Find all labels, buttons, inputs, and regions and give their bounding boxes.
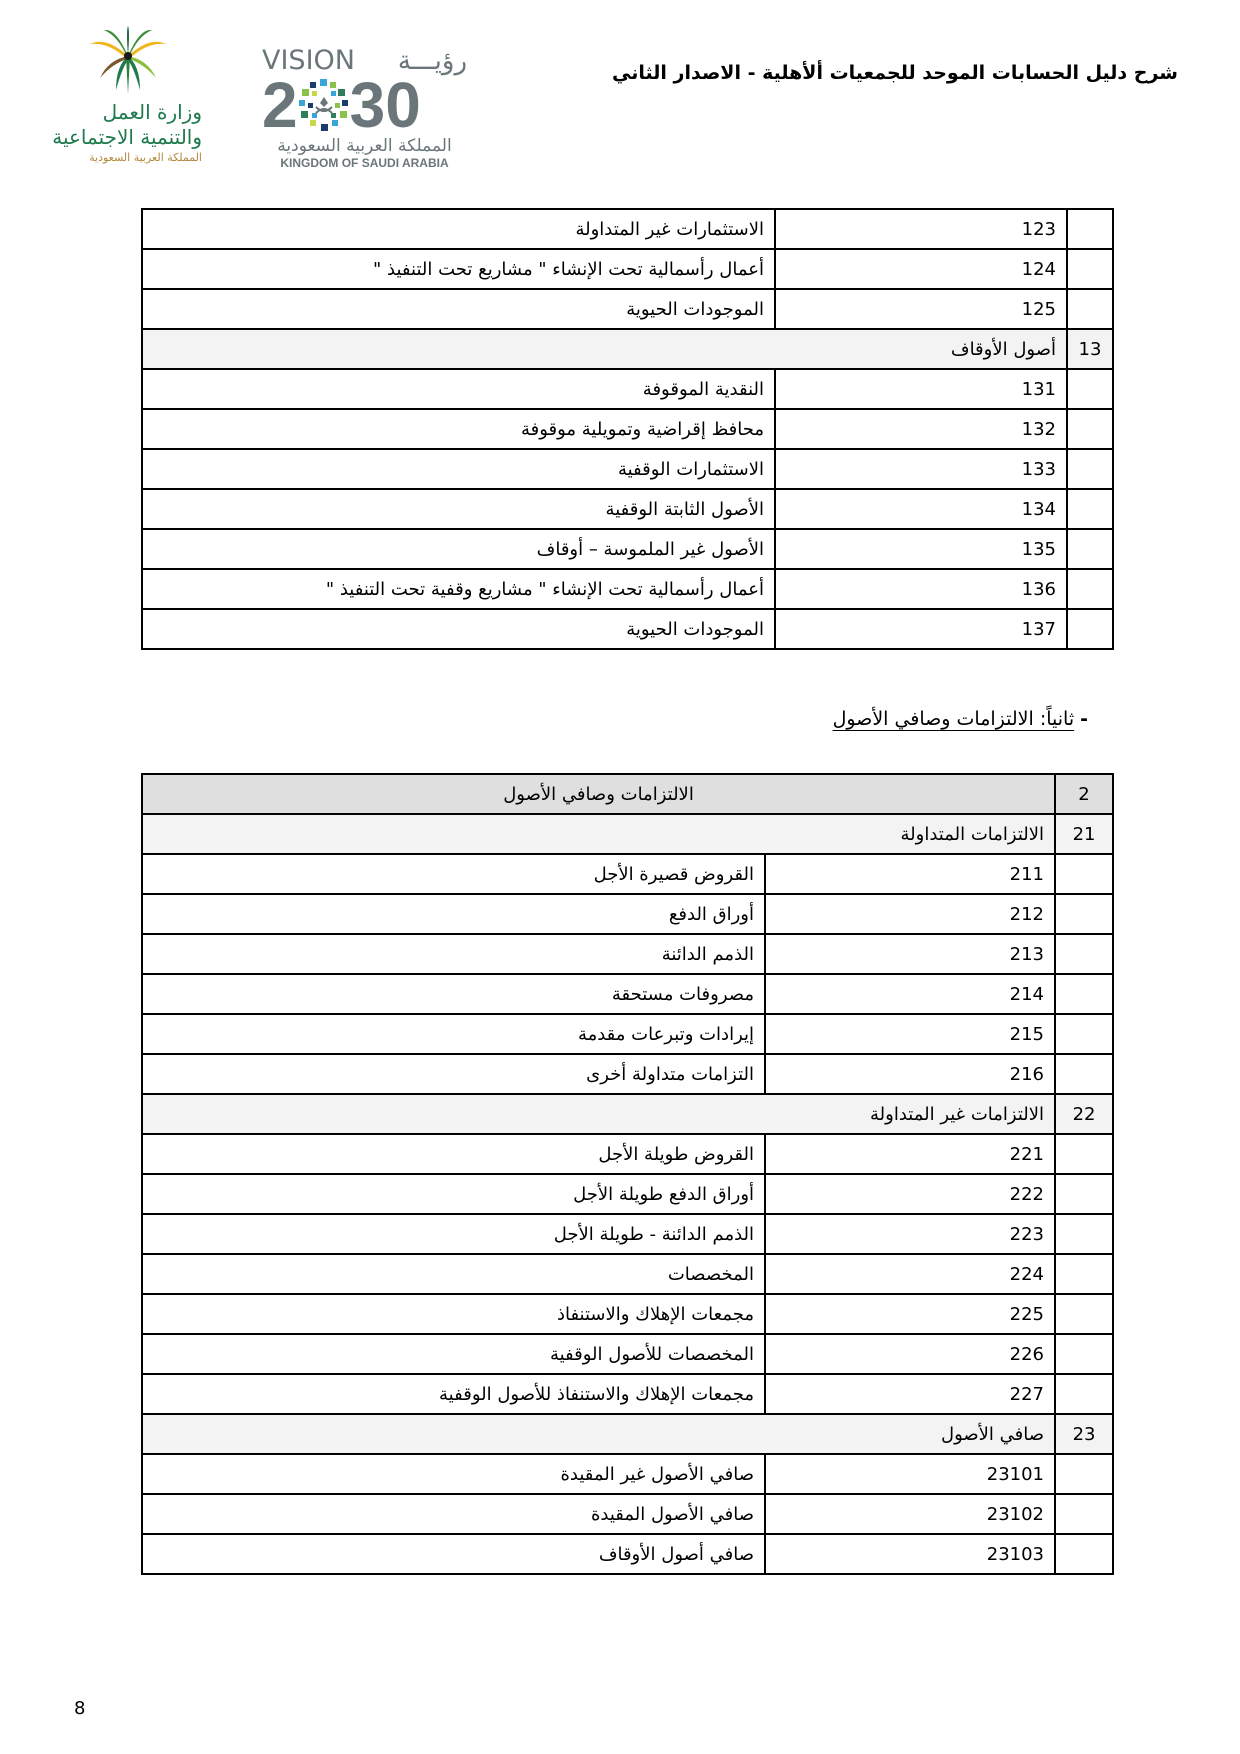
level-cell-empty	[1055, 1214, 1113, 1254]
level-cell-empty	[1067, 449, 1113, 489]
account-name: أعمال رأسمالية تحت الإنشاء " مشاريع تحت التنفيذ "	[142, 249, 775, 289]
group-name: الالتزامات غير المتداولة	[142, 1094, 1055, 1134]
account-code: 213	[765, 934, 1055, 974]
group-header-row	[142, 1414, 1113, 1454]
level-cell-empty	[1067, 609, 1113, 649]
account-row	[142, 1334, 1113, 1374]
level-cell-empty	[1055, 1494, 1113, 1534]
account-name: النقدية الموقوفة	[142, 369, 775, 409]
account-row	[142, 1374, 1113, 1414]
account-row	[142, 209, 1113, 249]
account-code: 214	[765, 974, 1055, 1014]
level-cell-empty	[1067, 489, 1113, 529]
account-row	[142, 1254, 1113, 1294]
account-row	[142, 934, 1113, 974]
account-name: مجمعات الإهلاك والاستنفاذ	[142, 1294, 765, 1334]
account-code: 226	[765, 1334, 1055, 1374]
account-row	[142, 1054, 1113, 1094]
level-cell-empty	[1055, 1174, 1113, 1214]
level-cell-empty	[1067, 209, 1113, 249]
account-code: 123	[775, 209, 1067, 249]
account-name: الذمم الدائنة	[142, 934, 765, 974]
account-code: 211	[765, 854, 1055, 894]
page-number: 8	[74, 1698, 86, 1719]
ministry-name-line1: وزارة العمل	[102, 100, 202, 124]
account-name: الأصول غير الملموسة – أوقاف	[142, 529, 775, 569]
account-name: مصروفات مستحقة	[142, 974, 765, 1014]
account-row	[142, 409, 1113, 449]
vision-2030-logo	[262, 46, 467, 176]
account-code: 133	[775, 449, 1067, 489]
account-row	[142, 449, 1113, 489]
account-name: صافي أصول الأوقاف	[142, 1534, 765, 1574]
level-cell-empty	[1055, 934, 1113, 974]
account-name: التزامات متداولة أخرى	[142, 1054, 765, 1094]
vision-digit-2: 2	[262, 69, 298, 141]
account-name: أوراق الدفع	[142, 894, 765, 934]
account-row	[142, 249, 1113, 289]
level-cell-empty	[1055, 974, 1113, 1014]
account-row	[142, 1014, 1113, 1054]
account-row	[142, 369, 1113, 409]
account-code: 223	[765, 1214, 1055, 1254]
group-header-row	[142, 1094, 1113, 1134]
account-code: 23101	[765, 1454, 1055, 1494]
table-2-body	[142, 774, 1113, 1574]
account-name: صافي الأصول المقيدة	[142, 1494, 765, 1534]
account-code: 131	[775, 369, 1067, 409]
account-code: 225	[765, 1294, 1055, 1334]
level-cell-empty	[1055, 1334, 1113, 1374]
account-row	[142, 289, 1113, 329]
account-code: 125	[775, 289, 1067, 329]
liabilities-net-assets-table	[141, 773, 1114, 1575]
account-row	[142, 1494, 1113, 1534]
level-cell-empty	[1067, 289, 1113, 329]
account-row	[142, 1174, 1113, 1214]
account-code: 222	[765, 1174, 1055, 1214]
account-code: 134	[775, 489, 1067, 529]
group-name: الالتزامات المتداولة	[142, 814, 1055, 854]
section-dash: -	[1080, 708, 1088, 730]
account-code: 216	[765, 1054, 1055, 1094]
ministry-country: المملكة العربية السعودية	[89, 151, 202, 164]
level-cell-empty	[1055, 894, 1113, 934]
account-name: أوراق الدفع طويلة الأجل	[142, 1174, 765, 1214]
level-cell-empty	[1055, 1294, 1113, 1334]
ministry-logo	[48, 26, 208, 176]
level-cell-empty	[1055, 1534, 1113, 1574]
vision-en-label: VISION	[262, 45, 355, 76]
account-row	[142, 569, 1113, 609]
account-name: المخصصات للأصول الوقفية	[142, 1334, 765, 1374]
account-name: الموجودات الحيوية	[142, 609, 775, 649]
account-name: الذمم الدائنة - طويلة الأجل	[142, 1214, 765, 1254]
level-cell-empty	[1055, 1454, 1113, 1494]
account-code: 23102	[765, 1494, 1055, 1534]
account-row	[142, 1454, 1113, 1494]
account-row	[142, 529, 1113, 569]
level-cell-empty	[1067, 529, 1113, 569]
level-cell-empty	[1055, 1374, 1113, 1414]
vision-mosaic-emblem-icon	[296, 77, 352, 133]
level-cell-empty	[1067, 409, 1113, 449]
section-heading-liabilities	[833, 708, 1088, 730]
account-code: 224	[765, 1254, 1055, 1294]
group-name: صافي الأصول	[142, 1414, 1055, 1454]
account-code: 136	[775, 569, 1067, 609]
vision-country-ar: المملكة العربية السعودية	[277, 136, 452, 156]
account-name: محافظ إقراضية وتمويلية موقوفة	[142, 409, 775, 449]
account-row	[142, 609, 1113, 649]
account-name: إيرادات وتبرعات مقدمة	[142, 1014, 765, 1054]
group-code: 21	[1055, 814, 1113, 854]
group-code: 13	[1067, 329, 1113, 369]
account-name: الاستثمارات غير المتداولة	[142, 209, 775, 249]
group-name: أصول الأوقاف	[142, 329, 1067, 369]
category-header-row	[142, 774, 1113, 814]
group-name: الالتزامات وصافي الأصول	[142, 774, 1055, 814]
document-header-title: شرح دليل الحسابات الموحد للجمعيات ألأهلية - الاصدار الثاني	[612, 62, 1178, 84]
account-code: 135	[775, 529, 1067, 569]
account-code: 137	[775, 609, 1067, 649]
level-cell-empty	[1055, 1134, 1113, 1174]
account-row	[142, 1214, 1113, 1254]
account-code: 215	[765, 1014, 1055, 1054]
account-row	[142, 974, 1113, 1014]
table-1-body	[142, 209, 1113, 649]
level-cell-empty	[1067, 369, 1113, 409]
account-row	[142, 1134, 1113, 1174]
account-code: 132	[775, 409, 1067, 449]
account-name: مجمعات الإهلاك والاستنفاذ للأصول الوقفية	[142, 1374, 765, 1414]
section-heading-text: ثانياً: الالتزامات وصافي الأصول	[832, 708, 1075, 730]
vision-digits-30: 30	[349, 69, 421, 141]
account-row	[142, 1294, 1113, 1334]
account-row	[142, 894, 1113, 934]
level-cell-empty	[1055, 1014, 1113, 1054]
account-row	[142, 489, 1113, 529]
account-name: الأصول الثابتة الوقفية	[142, 489, 775, 529]
account-name: القروض قصيرة الأجل	[142, 854, 765, 894]
vision-ar-label: رؤيـــة	[397, 46, 467, 76]
level-cell-empty	[1055, 1054, 1113, 1094]
group-code: 2	[1055, 774, 1113, 814]
account-name: الموجودات الحيوية	[142, 289, 775, 329]
group-code: 22	[1055, 1094, 1113, 1134]
account-name: الاستثمارات الوقفية	[142, 449, 775, 489]
palm-tree-icon	[86, 26, 170, 96]
account-code: 212	[765, 894, 1055, 934]
level-cell-empty	[1055, 854, 1113, 894]
account-name: صافي الأصول غير المقيدة	[142, 1454, 765, 1494]
account-name: القروض طويلة الأجل	[142, 1134, 765, 1174]
account-code: 124	[775, 249, 1067, 289]
group-header-row	[142, 329, 1113, 369]
vision-country-en: KINGDOM OF SAUDI ARABIA	[280, 156, 449, 170]
level-cell-empty	[1055, 1254, 1113, 1294]
account-code: 227	[765, 1374, 1055, 1414]
account-code: 221	[765, 1134, 1055, 1174]
group-code: 23	[1055, 1414, 1113, 1454]
assets-accounts-table	[141, 208, 1114, 650]
account-code: 23103	[765, 1534, 1055, 1574]
ministry-name-line2: والتنمية الاجتماعية	[52, 125, 202, 149]
level-cell-empty	[1067, 249, 1113, 289]
account-row	[142, 854, 1113, 894]
account-name: أعمال رأسمالية تحت الإنشاء " مشاريع وقفية تحت التنفيذ "	[142, 569, 775, 609]
account-name: المخصصات	[142, 1254, 765, 1294]
group-header-row	[142, 814, 1113, 854]
level-cell-empty	[1067, 569, 1113, 609]
account-row	[142, 1534, 1113, 1574]
